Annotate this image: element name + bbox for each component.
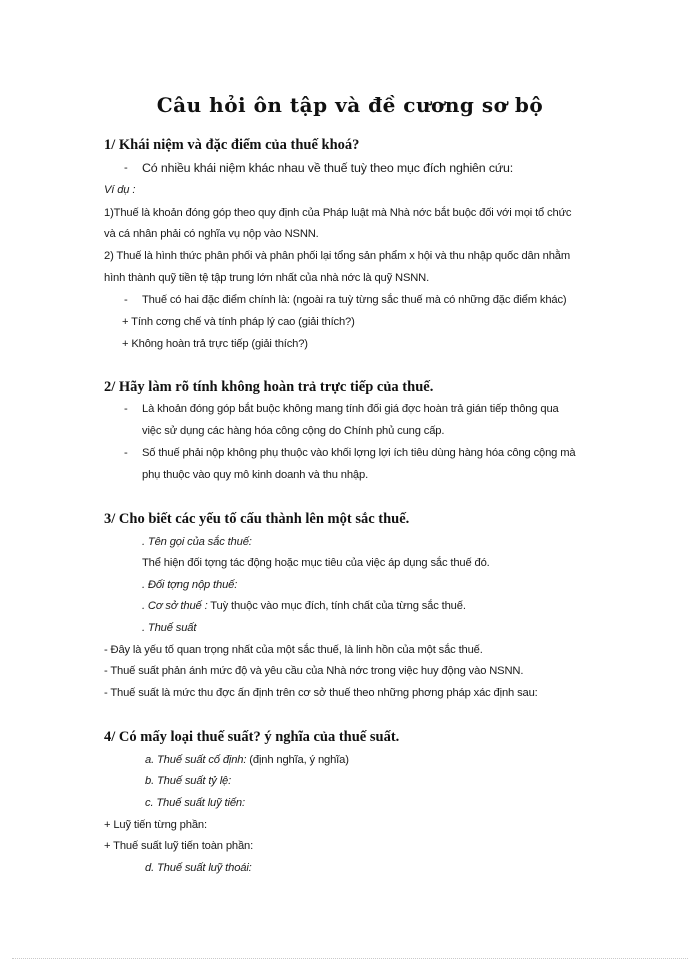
progressive-full: + Thuế suất luỹ tiến toàn phần: (104, 840, 254, 852)
bullet-dash: - (124, 447, 128, 459)
section-2-bullet-2-line-2: phụ thuộc vào quy mô kinh doanh và thu nhập. (142, 469, 369, 481)
tax-rate-point-3: - Thuế suất là mức thu đợc ấn định trên cơ sở thuế theo những phơng pháp xác định sau: (104, 687, 538, 699)
progressive-partial: + Luỹ tiến từng phần: (104, 819, 207, 831)
example-label: Ví dụ : (104, 184, 136, 196)
rate-type-d: d. Thuế suất luỹ thoái: (145, 862, 252, 874)
page-title: Câu hỏi ôn tập và đề cương sơ bộ (156, 93, 544, 117)
bullet-dash: - (124, 403, 128, 415)
tax-rate-label: . Thuế suất (142, 622, 197, 634)
definition-1-line-1: 1)Thuế là khoản đóng góp theo quy định của Pháp luật mà Nhà nớc bắt buộc đối với mọi tổ chức (104, 207, 572, 219)
section-4-heading: 4/ Có mấy loại thuế suất? ý nghĩa của thuế suất. (104, 729, 400, 745)
characteristic-1: + Tính cơng chế và tính pháp lý cao (giải thích?) (122, 316, 355, 328)
definition-2-line-1: 2) Thuế là hình thức phân phối và phân phối lại tổng sản phẩm x hội và thu nhập quốc dân nhằm (104, 250, 571, 262)
bullet-dash: - (124, 294, 128, 306)
section-1-bullet: Có nhiều khái niệm khác nhau về thuế tuỳ theo mục đích nghiên cứu: (142, 161, 514, 175)
rate-type-b: b. Thuế suất tỷ lệ: (145, 775, 232, 787)
page-bottom-divider (12, 958, 688, 959)
rate-type-a (145, 755, 349, 766)
rate-type-a-note: (định nghĩa, ý nghĩa) (246, 754, 349, 766)
section-2-bullet-2-line-1: Số thuế phải nộp không phụ thuộc vào khối lợng lợi ích tiêu dùng hàng hóa công cộng mà (142, 447, 576, 459)
characteristic-2: + Không hoàn trả trực tiếp (giải thích?) (122, 338, 308, 350)
taxpayer-label: . Đối tợng nộp thuế: (142, 579, 238, 591)
rate-type-a-label: a. Thuế suất cố định: (145, 754, 247, 766)
section-1-heading: 1/ Khái niệm và đặc điểm của thuế khoá? (104, 137, 360, 153)
element-name-desc: Thể hiện đối tợng tác động hoặc mục tiêu của việc áp dụng sắc thuế đó. (142, 557, 490, 569)
tax-base-label: . Cơ sở thuế : (142, 600, 208, 612)
tax-base-line (142, 601, 466, 612)
element-name-label: . Tên gọi của sắc thuế: (142, 536, 252, 548)
rate-type-c: c. Thuế suất luỹ tiến: (145, 797, 245, 809)
tax-rate-point-1: - Đây là yếu tố quan trọng nhất của một sắc thuế, là linh hồn của một sắc thuế. (104, 644, 483, 656)
section-2-bullet-1-line-2: việc sử dụng các hàng hóa công cộng do Chính phủ cung cấp. (142, 425, 445, 437)
tax-rate-point-2: - Thuế suất phản ánh mức độ và yêu cầu của Nhà nớc trong việc huy động vào NSNN. (104, 665, 524, 677)
section-2-bullet-1-line-1: Là khoản đóng góp bắt buộc không mang tính đối giá đợc hoàn trả gián tiếp thông qua (142, 403, 559, 415)
bullet-dash: - (124, 162, 128, 174)
tax-base-desc: Tuỳ thuộc vào mục đích, tính chất của từng sắc thuế. (207, 600, 466, 612)
section-3-heading: 3/ Cho biết các yếu tố cấu thành lên một sắc thuế. (104, 511, 410, 527)
section-1-characteristics: Thuế có hai đặc điểm chính là: (ngoài ra tuỳ từng sắc thuế mà có những đặc điểm khác) (142, 294, 567, 306)
section-2-heading: 2/ Hãy làm rõ tính không hoàn trả trực tiếp của thuế. (104, 379, 434, 395)
definition-1-line-2: và cá nhân phải có nghĩa vụ nộp vào NSNN. (104, 228, 319, 240)
definition-2-line-2: hình thành quỹ tiền tệ tập trung lớn nhất của nhà nớc là quỹ NSNN. (104, 272, 430, 284)
